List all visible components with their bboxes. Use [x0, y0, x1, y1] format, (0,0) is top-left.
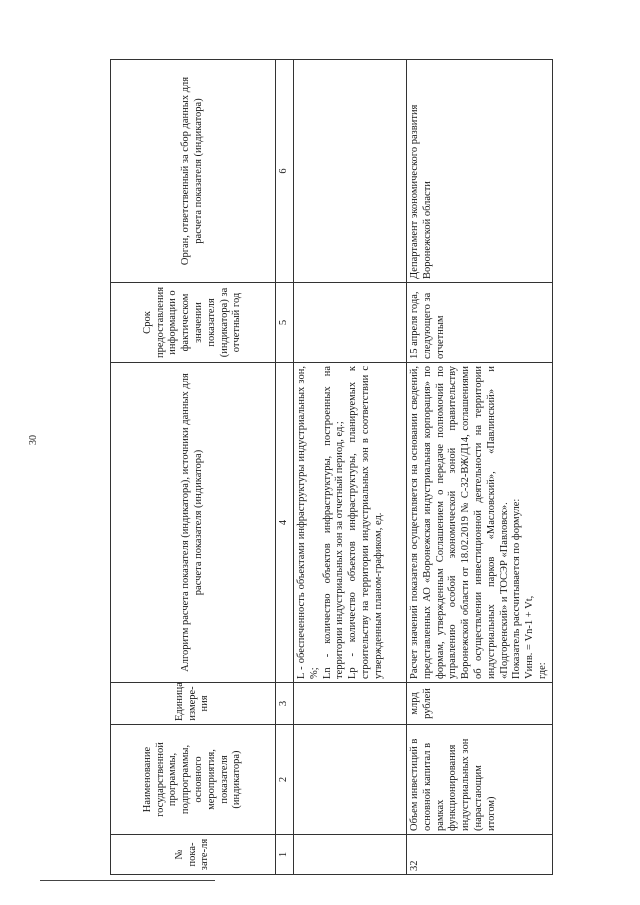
column-number: 2 — [276, 725, 294, 835]
column-number: 5 — [276, 283, 294, 363]
algorithm-line: Vинв. = Vn-1 + Vt, — [524, 595, 536, 679]
indicator-table — [110, 59, 553, 875]
header-unit: Единица измере-ния — [111, 683, 276, 725]
algorithm-line: Показатель рассчитывается по формуле: — [511, 498, 523, 679]
row-number-cell: 32 — [407, 835, 553, 875]
column-number: 6 — [276, 60, 294, 283]
row-unit-cell — [294, 683, 407, 725]
row-deadline-cell: 15 апреля года, следующего за отчетным — [407, 283, 553, 363]
column-number: 4 — [276, 363, 294, 683]
header-algorithm: Алгоритм расчета показателя (индикатора), источники данных для расчета показателя (индикатора) — [111, 363, 276, 683]
column-number: 3 — [276, 683, 294, 725]
column-number: 1 — [276, 835, 294, 875]
table-row — [407, 60, 553, 875]
table-row — [294, 60, 407, 875]
indicator-table-rotated — [110, 60, 548, 875]
algorithm-line: Lp - количество объектов инфраструктуры, планируемых к строительству на территории индустриальных зон в соответствии с утвержденным планом-графиком, ед. — [347, 366, 384, 679]
row-name-cell — [294, 725, 407, 835]
row-number-cell — [294, 835, 407, 875]
algorithm-line: Ln - количество объектов инфраструктуры, построенных на территории индустриальных зон за отчетный период, ед.; — [321, 366, 346, 679]
row-algorithm-cell — [407, 363, 553, 683]
header-responsible: Орган, ответственный за сбор данных для расчета показателя (индикатора) — [111, 60, 276, 283]
header-deadline: Срок предоставления информации о фактическом значении показателя (индикатора) за отчетный год — [111, 283, 276, 363]
table-header-row — [111, 60, 276, 875]
algorithm-line: Расчет значений показателя осуществляется на основании сведений, представленных АО «Воронежская индустриальная корпорация» по формам, утвержденным Соглашением о передаче полномочий по управлению особой экономической зоной правительству Воронежской области от 18.02.2019 № С-32-ВЖ/Д14, соглашениями об осуществлении инвестиционной деятельности на территории индустриальных парков «Масловский», «Павлинский» и «Подгоренский» и ТОСЭР «Павловск». — [409, 366, 510, 679]
header-indicator-number: № пока-зате-ля — [111, 835, 276, 875]
row-algorithm-cell — [294, 363, 407, 683]
row-deadline-cell — [294, 283, 407, 363]
row-unit-cell: млрд рублей — [407, 683, 553, 725]
row-name-cell: Объем инвестиций в основной капитал в рамках функционирования индустриальных зон (нарастающим итогом) — [407, 725, 553, 835]
footer-divider — [40, 880, 215, 881]
algorithm-line: L - обеспеченность объектами инфраструктуры индустриальных зон, %; — [296, 366, 320, 679]
header-indicator-name: Наименование государственной программы, подпрограммы, основного мероприятия, показателя (индикатора) — [111, 725, 276, 835]
column-number-row — [276, 60, 294, 875]
page-number: 30 — [28, 435, 39, 445]
algorithm-line: где: — [536, 662, 548, 679]
row-responsible-cell — [294, 60, 407, 283]
row-responsible-cell: Департамент экономического развития Воронежской области — [407, 60, 553, 283]
